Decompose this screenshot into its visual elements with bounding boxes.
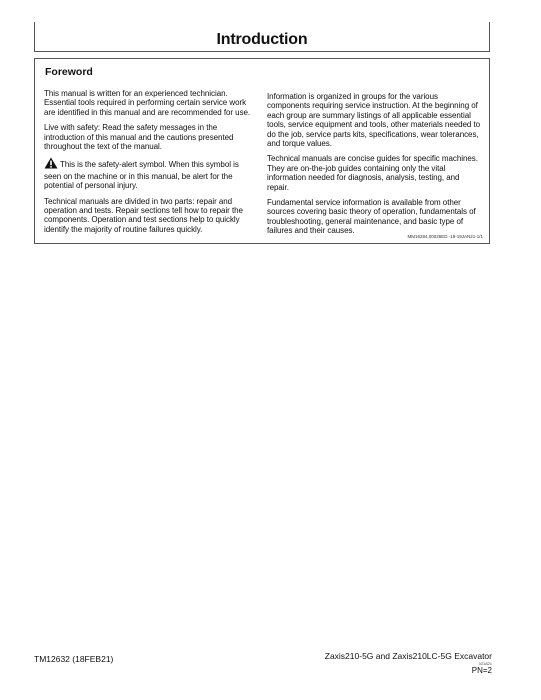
title-box [34, 22, 490, 52]
left-column [44, 89, 256, 240]
right-column [267, 92, 483, 242]
footer-right [325, 651, 492, 675]
section-title: Foreword [45, 66, 93, 78]
page-number: PN=2 [471, 666, 492, 675]
paragraph: This manual is written for an experienced technician. Essential tools required in performing certain service work are identified in this manual and are recommended for use. [44, 89, 251, 117]
footer-manual-id: TM12632 (18FEB21) [34, 654, 114, 664]
paragraph: Fundamental service information is available from other sources covering basic theory of operation, fundamentals of troubleshooting, general maintenance, and basic type of failures and their causes. [267, 198, 476, 236]
page-title: Introduction [216, 31, 308, 48]
paragraph: Live with safety: Read the safety messages in the introduction of this manual and the cautions presented throughout the text of the manual. [44, 123, 234, 152]
safety-alert-icon [44, 157, 58, 171]
foreword-section [34, 58, 490, 244]
paragraph: Technical manuals are divided in two parts: repair and operation and tests. Repair sections tell how to repair the components. Operation and test sections help to quickly identify the majority of routine failures quickly. [44, 196, 243, 234]
paragraph: Technical manuals are concise guides for specific machines. They are on-the-job guides containing only the vital information needed for diagnosis, analysis, testing, and repair. [267, 154, 478, 192]
document-id: MM16284,00026ED -19-19JAN21-1/1 [407, 234, 483, 239]
safety-paragraph [44, 157, 256, 190]
footer-model: Zaxis210-5G and Zaxis210LC-5G Excavator [324, 651, 492, 661]
footer-code: 021821 [478, 661, 492, 666]
safety-text: This is the safety-alert symbol. When this symbol is seen on the machine or in this manual, be alert for the potential of personal injury. [44, 160, 239, 191]
paragraph: Information is organized in groups for the various components requiring service instruction. At the beginning of each group are summary listings of all applicable essential tools, service equipment and tools, other materials needed to do the job, service parts kits, specifications, wear tolerances, and torque values. [267, 92, 481, 149]
